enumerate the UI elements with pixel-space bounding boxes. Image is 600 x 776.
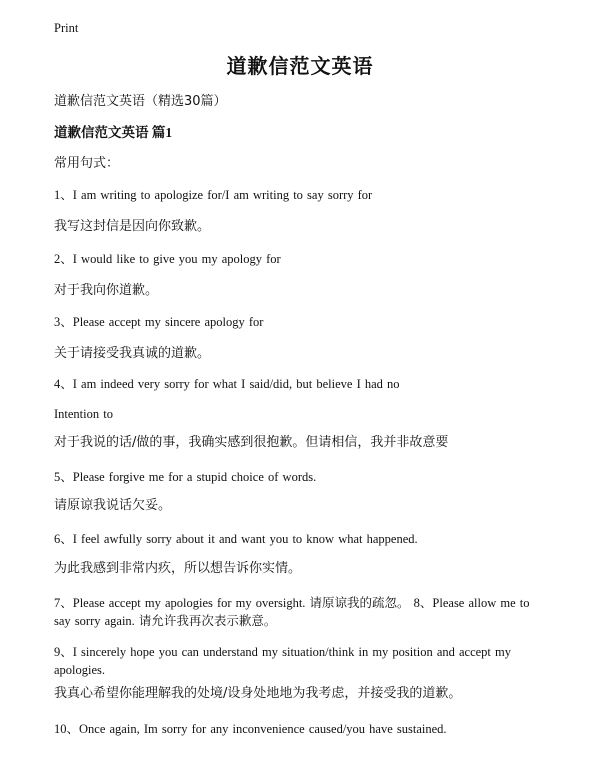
section-heading: 道歉信范文英语 篇1 xyxy=(54,125,173,140)
phrase-7-8-paragraph: 7、Please accept my apologies for my oversight. 请原谅我的疏忽。 8、Please allow me to say sorry again. 请允许我再次表示歉意。 xyxy=(54,596,530,628)
phrase-5-english: 5、Please forgive me for a stupid choice of words. xyxy=(54,470,317,484)
phrase-1-english: 1、I am writing to apologize for/I am writing to say sorry for xyxy=(54,188,373,202)
phrase-3-chinese: 关于请接受我真诚的道歉。 xyxy=(54,346,211,361)
phrase-2-english: 2、I would like to give you my apology for xyxy=(54,252,281,266)
phrase-6-chinese: 为此我感到非常内疚，所以想告诉你实情。 xyxy=(54,561,302,576)
document-subtitle: 道歉信范文英语（精选30篇） xyxy=(54,94,227,109)
phrase-3-english: 3、Please accept my sincere apology for xyxy=(54,315,264,329)
phrase-10-english: 10、Once again, Im sorry for any inconvenience caused/you have sustained. xyxy=(54,722,447,736)
phrase-4-chinese: 对于我说的话/做的事，我确实感到很抱歉。但请相信，我并非故意要 xyxy=(54,435,449,450)
print-label[interactable]: Print xyxy=(54,21,79,35)
phrase-5-chinese: 请原谅我说话欠妥。 xyxy=(54,498,172,513)
page-title: 道歉信范文英语 xyxy=(226,54,374,78)
phrase-6-english: 6、I feel awfully sorry about it and want you to know what happened. xyxy=(54,532,418,546)
phrase-4-english: 4、I am indeed very sorry for what I said/did, but believe I had no xyxy=(54,377,400,391)
phrase-2-chinese: 对于我向你道歉。 xyxy=(54,283,159,298)
phrase-1-chinese: 我写这封信是因向你致歉。 xyxy=(54,219,211,234)
phrase-9-english: 9、I sincerely hope you can understand my situation/think in my position and accept my apologies. xyxy=(54,645,512,677)
phrase-4-english-continued: Intention to xyxy=(54,407,113,421)
common-phrases-label: 常用句式： xyxy=(54,156,120,171)
phrase-9-chinese: 我真心希望你能理解我的处境/设身处地地为我考虑，并接受我的道歉。 xyxy=(54,686,462,701)
